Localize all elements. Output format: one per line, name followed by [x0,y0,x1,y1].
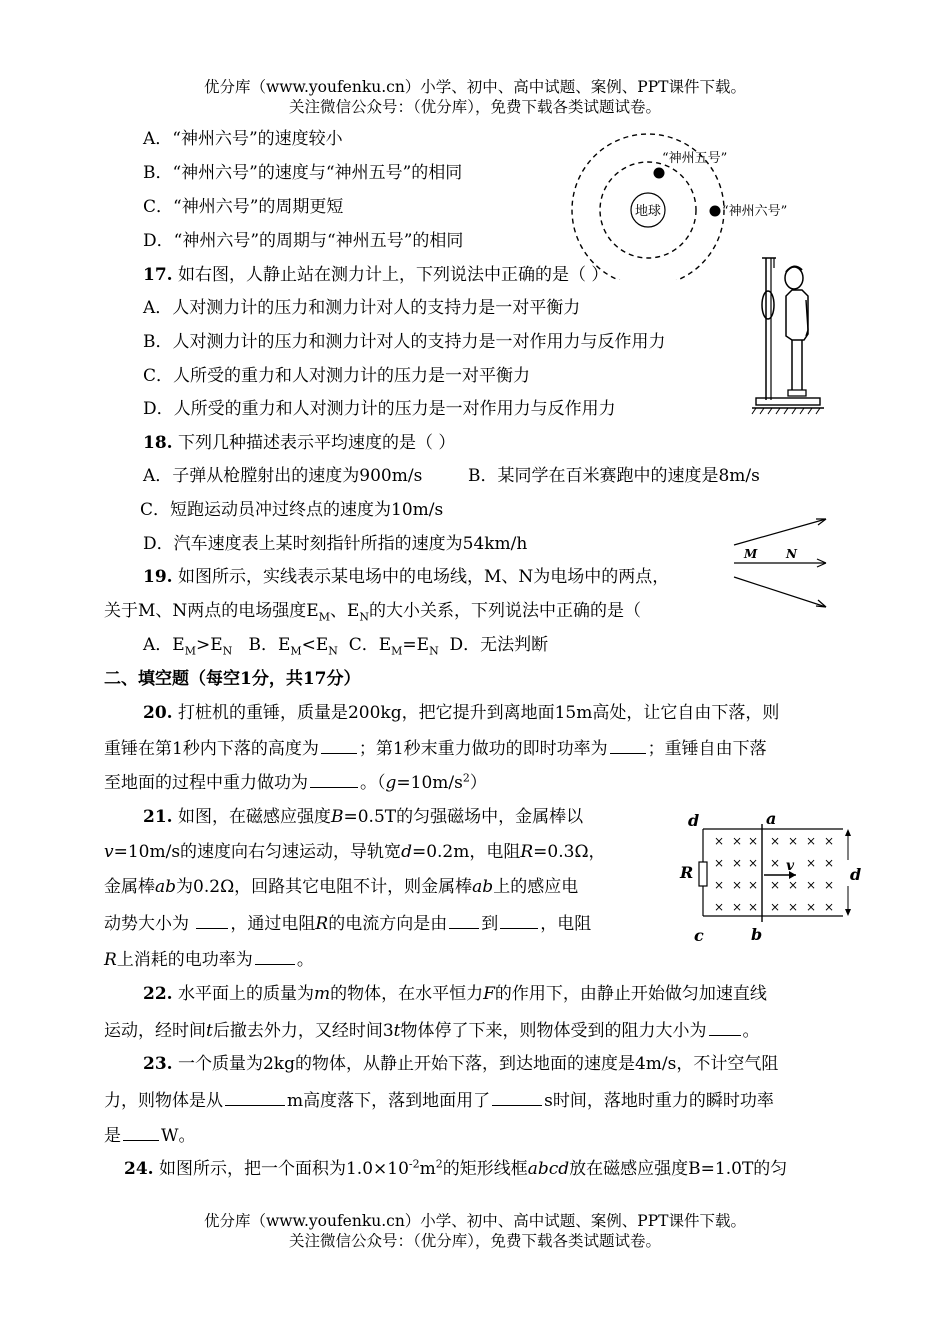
label-a: a [766,809,777,828]
svg-text:×: × [770,900,781,914]
q20-line-3: 至地面的过程中重力做功为 。$(g=10m/s^2)$ [104,771,487,793]
svg-text:×: × [770,856,781,870]
svg-text:×: × [714,878,725,892]
svg-text:×: × [732,856,743,870]
q21-line-3: 金属棒ab为0.2Ω，回路其它电阻不计，则金属棒ab上的感应电 [104,877,579,897]
svg-text:×: × [732,834,743,848]
field-crosses [714,834,834,914]
q23-line-1: 23. 一个质量为2kg的物体，从静止开始下落，到达地面的速度是4m/s，不计空气阻 [143,1054,779,1074]
shenzhou6-satellite [710,206,721,217]
svg-text:×: × [806,878,817,892]
q16-option-b: B．“神州六号”的速度与“神州五号”的相同 [143,163,463,183]
svg-text:×: × [770,878,781,892]
svg-text:×: × [732,878,743,892]
header-line-1: 优分库（www.youfenku.cn）小学、初中、高中试题、案例、PPT课件下载。 [203,78,747,96]
q17-option-b: B．人对测力计的压力和测力计对人的支持力是一对作用力与反作用力 [143,332,666,352]
q19-options: A．$E_M>E_N$ B．$E_M<E_N$ C．$E_M=E_N$ D．无法判断 [143,635,549,658]
q20-line-1: 20. 打桩机的重锤，质量是200kg，把它提升到离地面15m高处，让它自由下落，则 [143,703,780,723]
svg-text:×: × [788,834,799,848]
electric-field-lines-figure [730,515,830,611]
q16-option-d: D．“神州六号”的周期与“神州五号”的相同 [143,231,464,251]
svg-text:×: × [824,900,835,914]
q17-option-d: D．人所受的重力和人对测力计的压力是一对作用力与反作用力 [143,399,616,419]
q17-option-a: A．人对测力计的压力和测力计对人的支持力是一对平衡力 [143,298,581,318]
svg-text:×: × [748,834,759,848]
q17-option-c: C．人所受的重力和人对测力计的压力是一对平衡力 [143,366,531,386]
label-d-top: d [688,811,700,830]
q21-line-2: v=10m/s的速度向右匀速运动，导轨宽d=0.2m，电阻R=0.3Ω， [104,842,606,862]
svg-text:×: × [788,878,799,892]
point-m-label: M [744,547,758,561]
q24-line-1: 24. 如图所示，把一个面积为$1.0\times 10^{-2}m^2$的矩形线框abcd放在磁感应强度B=1.0T的匀 [124,1157,788,1179]
shenzhou5-label: “神州五号” [662,151,728,166]
q18-stem: 18. 下列几种描述表示平均速度的是（ ） [143,433,456,453]
svg-text:×: × [824,834,835,848]
shenzhou5-satellite [654,168,665,179]
label-b: b [751,925,763,944]
q21-line-4: 动势大小为 ，通过电阻R的电流方向是由 到 ，电阻 [104,911,591,935]
q16-option-a: A．“神州六号”的速度较小 [143,129,343,149]
q22-line-1: 22. 水平面上的质量为m的物体，在水平恒力F的作用下，由静止开始做匀加速直线 [143,984,767,1004]
svg-text:×: × [806,834,817,848]
q18-option-a: A．子弹从枪膛射出的速度为900m/s [143,466,423,486]
svg-text:×: × [714,900,725,914]
point-n-label: N [786,547,797,561]
earth-label: 地球 [634,204,662,219]
section-2-title: 二、填空题（每空1分，共17分） [104,669,361,689]
q18-option-d: D．汽车速度表上某时刻指针所指的速度为54km/h [143,534,528,554]
label-r: R [680,863,694,882]
svg-text:×: × [748,878,759,892]
label-c: c [694,926,704,945]
svg-text:×: × [824,856,835,870]
q21-line-5: R上消耗的电功率为 。 [104,947,314,971]
svg-text:×: × [806,856,817,870]
footer-line-1: 优分库（www.youfenku.cn）小学、初中、高中试题、案例、PPT课件下载。 [203,1212,747,1230]
q20-line-2: 重锤在第1秒内下落的高度为 ；第1秒末重力做功的即时功率为 ；重锤自由下落 [104,736,767,760]
svg-text:×: × [770,834,781,848]
q23-line-3: 是 W。 [104,1123,195,1147]
svg-text:×: × [748,856,759,870]
q19-stem-2: 关于M、N两点的电场强度$E_M$、$E_N$的大小关系，下列说法中正确的是（ [104,601,642,624]
q18-option-c: C．短跑运动员冲过终点的速度为10m/s [140,500,444,520]
q19-stem-1: 19. 如图所示，实线表示某电场中的电场线，M、N为电场中的两点， [143,567,670,587]
svg-text:×: × [714,834,725,848]
magnetic-field-rail-figure [678,808,868,948]
label-d-right: d [850,865,862,884]
svg-text:×: × [714,856,725,870]
svg-text:×: × [788,900,799,914]
footer-line-2: 关注微信公众号：（优分库），免费下载各类试题试卷。 [288,1232,661,1250]
q21-line-1: 21. 如图，在磁感应强度B=0.5T的匀强磁场中，金属棒以 [143,807,584,827]
svg-text:×: × [748,900,759,914]
header-line-2: 关注微信公众号：（优分库），免费下载各类试题试卷。 [288,98,661,116]
resistor-r [699,862,707,886]
q17-stem: 17. 如右图，人静止站在测力计上，下列说法中正确的是（ ） [143,265,609,285]
shenzhou6-label: “神州六号” [722,204,788,219]
q16-option-c: C．“神州六号”的周期更短 [143,197,344,217]
q18-option-b: B．某同学在百米赛跑中的速度是8m/s [468,466,760,486]
q23-line-2: 力，则物体是从 m高度落下，落到地面用了 s时间，落地时重力的瞬时功率 [104,1088,774,1112]
label-v: v [786,858,795,874]
q22-line-2: 运动，经时间t后撤去外力，又经时间3t物体停了下来，则物体受到的阻力大小为 。 [104,1018,760,1042]
person-on-scale-figure [748,250,828,418]
svg-text:×: × [806,900,817,914]
svg-text:×: × [824,878,835,892]
svg-text:×: × [732,900,743,914]
